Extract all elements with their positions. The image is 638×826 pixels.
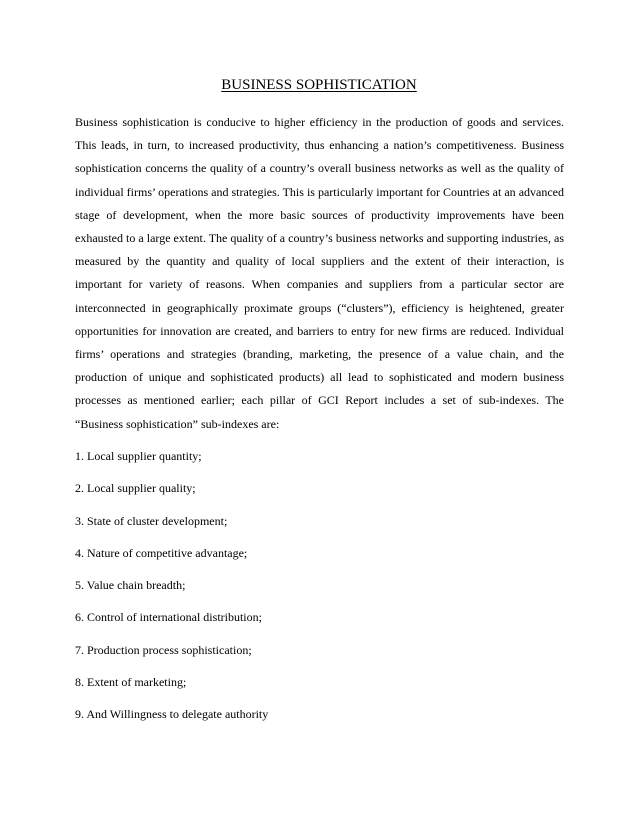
sub-index-list [75, 440, 564, 731]
document-title: BUSINESS SOPHISTICATION [221, 77, 417, 93]
list-item: 8. Extent of marketing; [75, 675, 187, 690]
list-item: 4. Nature of competitive advantage; [75, 545, 248, 560]
body-paragraph: Business sophistication is conducive to higher efficiency in the production of goods and services. This leads, in turn, to increased productivity, thus enhancing a nation’s competitiveness. Business sophistication concerns the quality of a country’s overall business networks as well as the quality of individual firms’ operations and strategies. This is particularly important for Countries at an advanced stage of development, when the more basic sources of productivity improvements have been exhausted to a large extent. The quality of a country’s business networks and supporting industries, as measured by the quantity and quality of local suppliers and the extent of their interaction, is important for variety of reasons. When companies and suppliers from a particular sector are interconnected in geographically proximate groups (“clusters”), efficiency is heightened, greater opportunities for innovation are created, and barriers to entry for new firms are reduced. Individual firms’ operations and strategies (branding, marketing, the presence of a value chain, and the production of unique and sophisticated products) all lead to sophisticated and modern business processes as mentioned earlier; each pillar of GCI Report includes a set of sub-indexes. The “Business sophistication” sub-indexes are: [75, 115, 564, 431]
list-item: 9. And Willingness to delegate authority [75, 707, 269, 722]
list-item: 5. Value chain breadth; [75, 578, 186, 593]
list-item: 6. Control of international distribution; [75, 610, 262, 625]
list-item: 1. Local supplier quantity; [75, 449, 202, 463]
list-item: 2. Local supplier quality; [75, 481, 196, 496]
list-item: 7. Production process sophistication; [75, 642, 252, 657]
list-item: 3. State of cluster development; [75, 513, 228, 528]
